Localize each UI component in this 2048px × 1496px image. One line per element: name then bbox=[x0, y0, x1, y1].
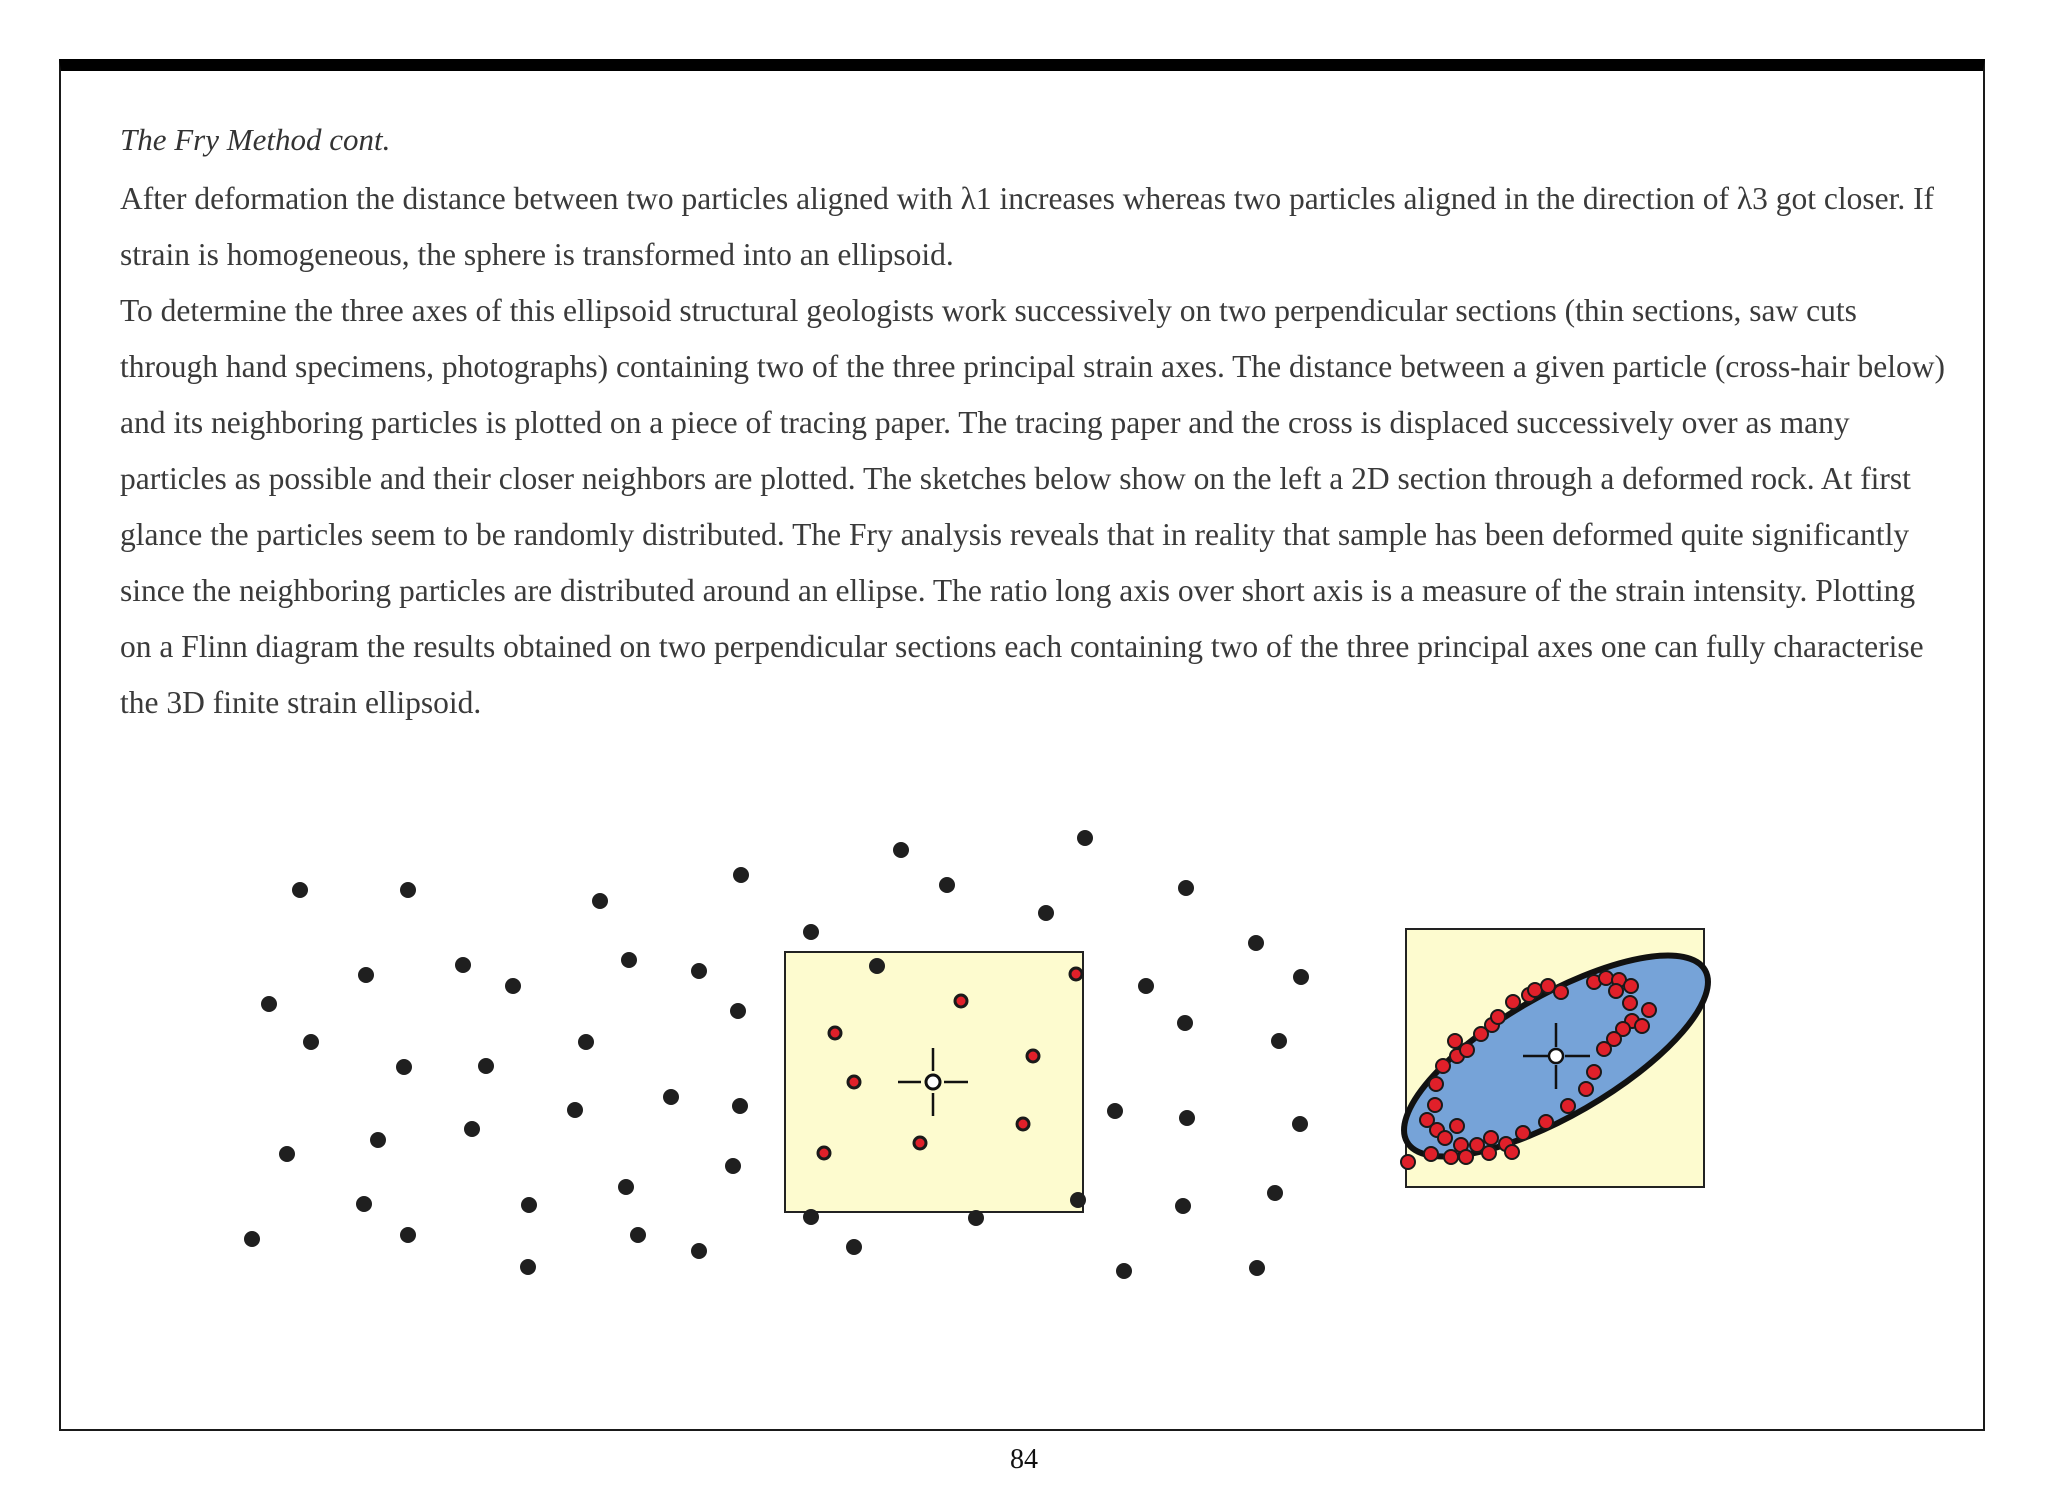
neighbor-particle bbox=[848, 1076, 860, 1088]
particle-field bbox=[244, 830, 1309, 1279]
neighbor-particle bbox=[1539, 1115, 1553, 1129]
fry-plot bbox=[1377, 918, 1730, 1194]
particle bbox=[803, 1209, 819, 1225]
neighbor-particle bbox=[1506, 995, 1520, 1009]
particle bbox=[396, 1059, 412, 1075]
neighbor-particle bbox=[1599, 971, 1613, 985]
particle bbox=[578, 1034, 594, 1050]
neighbor-particle bbox=[1642, 1003, 1656, 1017]
neighbor-particle bbox=[1438, 1131, 1452, 1145]
particle bbox=[400, 1227, 416, 1243]
neighbor-particle bbox=[1401, 1155, 1415, 1169]
paragraph-2: To determine the three axes of this ellipsoid structural geologists work successively on two perpendicular sections (thin sections, saw cuts through hand specimens, photographs) containing two of the three principal strain axes. The distance between a given particle (cross-hair below) and its neighboring particles is plotted on a piece of tracing paper. The tracing paper and the cross is displaced successively over as many particles as possible and their closer neighbors are plotted. The sketches below show on the left a 2D section through a deformed rock. At first glance the particles seem to be randomly distributed. The Fry analysis reveals that in reality that sample has been deformed quite significantly since the neighboring particles are distributed around an ellipse. The ratio long axis over short axis is a measure of the strain intensity. Plotting on a Flinn diagram the results obtained on two perpendicular sections each containing two of the three principal axes one can fully characterise the 3D finite strain ellipsoid. bbox=[120, 293, 1945, 720]
tracing-paper bbox=[785, 952, 1086, 1226]
neighbor-particle bbox=[1482, 1146, 1496, 1160]
neighbor-particle bbox=[1428, 1098, 1442, 1112]
particle bbox=[732, 1098, 748, 1114]
particle bbox=[846, 1239, 862, 1255]
particle bbox=[358, 967, 374, 983]
particle bbox=[1267, 1185, 1283, 1201]
particle bbox=[303, 1034, 319, 1050]
neighbor-particle bbox=[1609, 984, 1623, 998]
neighbor-particle bbox=[1027, 1050, 1039, 1062]
section-subtitle: The Fry Method cont. bbox=[120, 122, 391, 157]
neighbor-particle bbox=[1448, 1034, 1462, 1048]
particle bbox=[939, 877, 955, 893]
particle bbox=[663, 1089, 679, 1105]
neighbor-particle bbox=[955, 995, 967, 1007]
particle bbox=[455, 957, 471, 973]
neighbor-particle bbox=[1459, 1150, 1473, 1164]
particle bbox=[1249, 1260, 1265, 1276]
particle bbox=[567, 1102, 583, 1118]
particle bbox=[893, 842, 909, 858]
particle bbox=[691, 1243, 707, 1259]
particle bbox=[464, 1121, 480, 1137]
neighbor-particle bbox=[1635, 1019, 1649, 1033]
neighbor-particle bbox=[1491, 1010, 1505, 1024]
particle bbox=[244, 1231, 260, 1247]
particle bbox=[618, 1179, 634, 1195]
neighbor-particle bbox=[1554, 985, 1568, 999]
particle bbox=[1178, 880, 1194, 896]
neighbor-particle bbox=[1516, 1126, 1530, 1140]
paragraph-1: After deformation the distance between two particles aligned with λ1 increases whereas two particles aligned in the direction of λ3 got closer. If strain is homogeneous, the sphere is transformed into an ellipsoid. bbox=[120, 181, 1935, 272]
body-text bbox=[120, 171, 1950, 731]
particle bbox=[370, 1132, 386, 1148]
particle bbox=[1077, 830, 1093, 846]
particle bbox=[356, 1196, 372, 1212]
particle bbox=[478, 1058, 494, 1074]
particle bbox=[1292, 1116, 1308, 1132]
particle bbox=[521, 1197, 537, 1213]
particle bbox=[621, 952, 637, 968]
particle bbox=[1107, 1103, 1123, 1119]
particle bbox=[292, 882, 308, 898]
particle bbox=[1070, 1192, 1086, 1208]
neighbor-particle bbox=[818, 1147, 830, 1159]
neighbor-particle bbox=[1505, 1145, 1519, 1159]
particle bbox=[1177, 1015, 1193, 1031]
neighbor-particle bbox=[829, 1027, 841, 1039]
neighbor-particle bbox=[1070, 968, 1082, 980]
neighbor-particle bbox=[1424, 1147, 1438, 1161]
particle bbox=[691, 963, 707, 979]
neighbor-particle bbox=[1623, 996, 1637, 1010]
particle bbox=[1271, 1033, 1287, 1049]
neighbor-particle bbox=[1436, 1059, 1450, 1073]
neighbor-particle bbox=[1528, 983, 1542, 997]
particle bbox=[592, 893, 608, 909]
fry-method-figure bbox=[230, 820, 1730, 1300]
particle bbox=[1179, 1110, 1195, 1126]
particle bbox=[1293, 969, 1309, 985]
neighbor-particle bbox=[1597, 1042, 1611, 1056]
particle bbox=[505, 978, 521, 994]
neighbor-particle bbox=[1561, 1099, 1575, 1113]
particle bbox=[400, 882, 416, 898]
particle bbox=[630, 1227, 646, 1243]
particle bbox=[1038, 905, 1054, 921]
particle bbox=[869, 958, 885, 974]
particle bbox=[1175, 1198, 1191, 1214]
particle bbox=[803, 924, 819, 940]
particle bbox=[279, 1146, 295, 1162]
neighbor-particle bbox=[1450, 1119, 1464, 1133]
particle bbox=[733, 867, 749, 883]
particle bbox=[1116, 1263, 1132, 1279]
particle bbox=[730, 1003, 746, 1019]
neighbor-particle bbox=[1624, 979, 1638, 993]
particle bbox=[1248, 935, 1264, 951]
particle bbox=[968, 1210, 984, 1226]
neighbor-particle bbox=[1429, 1077, 1443, 1091]
particle bbox=[520, 1259, 536, 1275]
neighbor-particle bbox=[914, 1137, 926, 1149]
neighbor-particle bbox=[1587, 1065, 1601, 1079]
neighbor-particle bbox=[1541, 979, 1555, 993]
neighbor-particle bbox=[1460, 1043, 1474, 1057]
neighbor-particle bbox=[1484, 1131, 1498, 1145]
particle bbox=[725, 1158, 741, 1174]
neighbor-particle bbox=[1017, 1118, 1029, 1130]
particle bbox=[261, 996, 277, 1012]
page-number: 84 bbox=[1010, 1444, 1038, 1475]
neighbor-particle bbox=[1444, 1150, 1458, 1164]
neighbor-particle bbox=[1579, 1082, 1593, 1096]
particle bbox=[1138, 978, 1154, 994]
